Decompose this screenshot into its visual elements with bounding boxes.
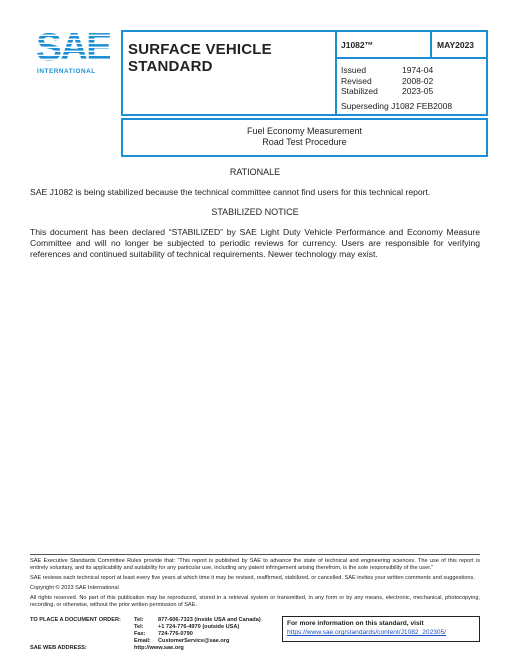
footer-rules: SAE Executive Standards Committee Rules provide that: “This report is published by SAE to advance the state of technical and engineering sciences. The use of this report is entirely voluntary, and its applicability and suitability for any particular use, including any patent infringement arising therefrom, is the sole responsibility of the user.”	[30, 558, 480, 571]
contact-row: Email: CustomerService@sae.org	[134, 638, 230, 644]
date-row: Revised 2008-02	[341, 75, 434, 86]
more-info-text: For more information on this standard, visit	[287, 620, 424, 627]
sae-logo-text: SAE	[36, 28, 110, 62]
footer-copyright: Copyright © 2023 SAE International	[30, 585, 119, 591]
stabilized-text	[30, 227, 480, 260]
rationale-text	[30, 187, 480, 198]
doc-title-line-1: Fuel Economy Measurement	[246, 126, 363, 136]
web-address[interactable]: http://www.sae.org	[134, 645, 184, 651]
sae-logo-subtitle: INTERNATIONAL	[37, 68, 96, 75]
rationale-paragraph: SAE J1082 is being stabilized because the technical committee cannot find users for this technical report.	[30, 187, 431, 197]
stabilized-paragraph: This document has been declared “STABILIZED” by SAE Light Duty Vehicle Performance and Economy Measure Committee and will no longer be subjected to periodic reviews for currency. Users are responsible for verifying references and continued suitability of technical requirements. Newer technology may exist.	[30, 227, 480, 259]
web-label: SAE WEB ADDRESS:	[30, 645, 87, 651]
title-line-2: STANDARD	[128, 58, 213, 75]
doc-number: J1082™	[341, 40, 374, 50]
footer-review: SAE reviews each technical report at least every five years at which time it may be revised, reaffirmed, stabilized, or cancelled. SAE invites your written comments and suggestions.	[30, 575, 475, 581]
issue-dates	[341, 65, 433, 97]
rationale-heading: RATIONALE	[229, 167, 281, 177]
sae-logo	[30, 28, 110, 76]
date-row: Issued 1974-04	[341, 65, 434, 75]
title-line-1: SURFACE VEHICLE	[128, 41, 272, 58]
superseding: Superseding J1082 FEB2008	[341, 101, 453, 111]
footer-rule	[30, 554, 480, 555]
doc-title	[121, 126, 488, 148]
date-row: Stabilized 2023-05	[341, 86, 434, 96]
doc-date: MAY2023	[437, 40, 475, 50]
footer-legal	[30, 558, 480, 609]
contact-row: Tel: +1 724-776-4970 (outside USA)	[134, 624, 240, 630]
sae-logo-mark	[30, 28, 110, 62]
order-label: TO PLACE A DOCUMENT ORDER:	[30, 617, 121, 623]
email-link[interactable]: CustomerService@sae.org	[158, 638, 230, 644]
footer-rights: All rights reserved. No part of this publication may be reproduced, stored in a retrieval system or transmitted, in any form or by any means, electronic, mechanical, photocopying, recording, or otherwise, without the prior written permission of SAE.	[30, 595, 480, 608]
contact-row: Tel: 877-606-7323 (inside USA and Canada)	[134, 617, 261, 623]
more-info-link[interactable]: https://www.sae.org/standards/content/J1082_202305/	[287, 629, 447, 636]
stabilized-heading: STABILIZED NOTICE	[211, 207, 299, 217]
more-info-box	[282, 616, 480, 642]
doc-title-line-2: Road Test Procedure	[262, 137, 347, 147]
order-contacts	[134, 617, 261, 645]
contact-row: Fax: 724-776-0790	[134, 631, 193, 637]
doc-type-title	[128, 41, 272, 75]
